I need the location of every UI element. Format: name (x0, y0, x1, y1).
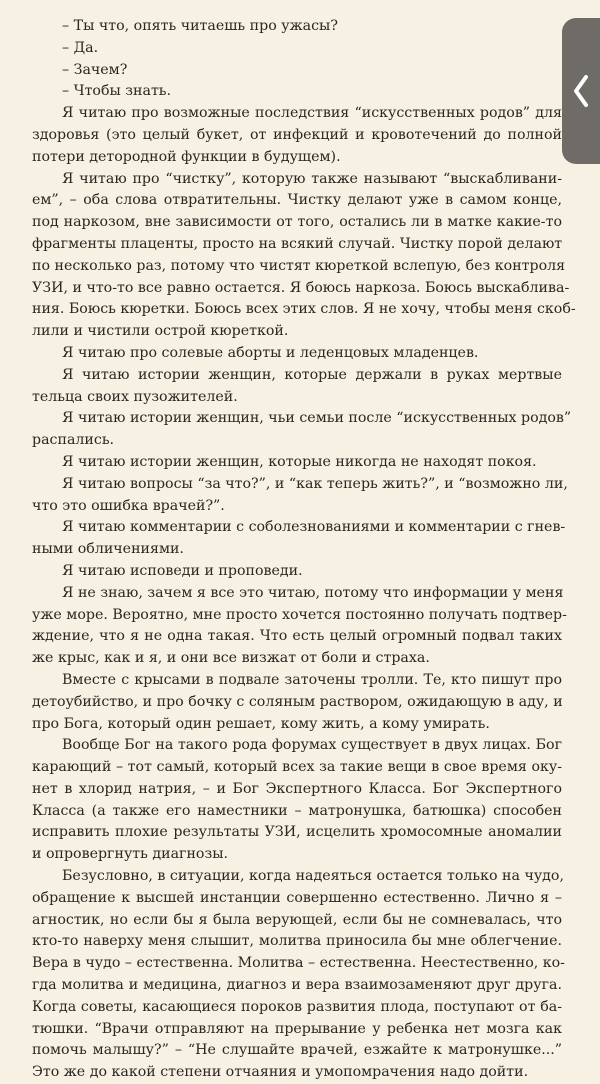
text-line: – Ты что, опять читаешь про ужасы? (62, 18, 338, 34)
text-line: исправить плохие результаты УЗИ, исцелить хромосомные аномалии (32, 824, 562, 841)
text-line: Я читаю истории женщин, которые держали в руках мертвые (62, 366, 562, 383)
text-line: здоровья (это целый букет, от инфекций и кровотечений до полной (32, 126, 562, 143)
text-line: Я читаю истории женщин, чьи семьи после “искусственных родов” (62, 410, 572, 427)
text-line: Я не знаю, зачем я все это читаю, потому что информации у меня (62, 584, 564, 601)
text-line: – Зачем? (62, 61, 128, 78)
text-line: что это ошибка врачей?”. (32, 497, 225, 514)
text-line: ждение, что я не одна такая. Что есть целый огромный подвал таких (32, 628, 562, 645)
text-line: Безусловно, в ситуации, когда надеяться остается только на чудо, (62, 868, 564, 885)
text-line: Когда советы, касающиеся пороков развития плода, поступают от ба- (32, 998, 562, 1015)
text-line: детоубийство, и про бочку с соляным раствором, ожидающую в аду, и (32, 693, 563, 710)
text-line: Вообще Бог на такого рода форумах существует в двух лицах. Бог (62, 737, 562, 754)
text-line: Вместе с крысами в подвале заточены тролли. Те, кто пишут про (62, 671, 562, 688)
text-line: карающий – тот самый, который всех за такие вещи в свое время оку- (32, 759, 562, 776)
text-line: обращение к высшей инстанции совершенно естественно. Лично я – (32, 889, 562, 906)
text-line: фрагменты плаценты, просто на всякий случай. Чистку порой делают (32, 235, 563, 252)
chevron-left-icon (572, 74, 590, 108)
text-line: Я читаю про возможные последствия “искусственных родов” для (62, 105, 562, 122)
text-line: ем”, – оба слова отвратительны. Чистку делают уже в самом конце, (32, 192, 562, 209)
text-line: тельца своих пузожителей. (32, 388, 238, 405)
text-line: распались. (32, 432, 115, 449)
text-line: уже море. Вероятно, мне просто хочется постоянно получать подтвер- (32, 606, 567, 623)
text-line: – Чтобы знать. (62, 83, 172, 100)
document-text (32, 16, 576, 1084)
text-line: помочь малышу?” – “Не слушайте врачей, езжайте к матронушке...” (32, 1042, 562, 1059)
text-line: и опровергнуть диагнозы. (32, 846, 228, 863)
text-line: Это же до какой степени отчаяния и умопомрачения надо дойти. (32, 1064, 529, 1081)
text-line: по несколько раз, потому что чистят кюреткой вслепую, без контроля (32, 257, 566, 274)
text-line: лили и чистили острой кюреткой. (32, 323, 289, 340)
text-line: Вера в чудо – естественна. Молитва – естественна. Неестественно, ко- (32, 955, 565, 972)
text-line: тюшки. “Врачи отправляют на прерывание у ребенка нет мозга как (32, 1020, 562, 1037)
text-line: УЗИ, и что-то все равно остается. Я боюсь наркоза. Боюсь выскаблива- (32, 279, 570, 296)
text-line: нет в хлорид натрия, – и Бог Экспертного Класса. Бог Экспертного (32, 780, 562, 797)
text-line: агностик, но если бы я была верующей, если бы не сомневалась, что (32, 911, 562, 928)
text-line: Я читаю про солевые аборты и леденцовых младенцев. (62, 344, 479, 361)
text-line: – Да. (62, 39, 99, 56)
text-line: Я читаю про “чистку”, которую также называют “выскабливани- (62, 170, 562, 187)
text-line: Я читаю вопросы “за что?”, и “как теперь жить?”, и “возможно ли, (62, 475, 568, 492)
text-line: кто-то наверху меня слышит, молитва приносила бы мне облегчение. (32, 933, 562, 950)
text-line: Я читаю истории женщин, которые никогда не находят покоя. (62, 453, 537, 470)
text-line: ными обличениями. (32, 541, 184, 558)
text-line: Класса (а также его наместники – матронушка, батюшка) способен (32, 802, 562, 819)
text-line: же крыс, как и я, и они все визжат от боли и страха. (32, 650, 430, 667)
text-line: потери детородной функции в будущем). (32, 148, 341, 165)
text-line: гда молитва и медицина, диагноз и вера взаимозаменяют друг друга. (32, 977, 562, 994)
text-line: Я читаю исповеди и проповеди. (62, 562, 303, 579)
text-line: Я читаю комментарии с соболезнованиями и комментарии с гнев- (62, 519, 566, 536)
text-line: ния. Боюсь кюретки. Боюсь всех этих слов. Я не хочу, чтобы меня скоб- (32, 301, 576, 318)
text-line: под наркозом, вне зависимости от того, остались ли в матке какие-то (32, 214, 562, 231)
side-panel-toggle-button[interactable] (562, 18, 600, 164)
text-line: про Бога, который один решает, кому жить, а кому умирать. (32, 715, 490, 732)
